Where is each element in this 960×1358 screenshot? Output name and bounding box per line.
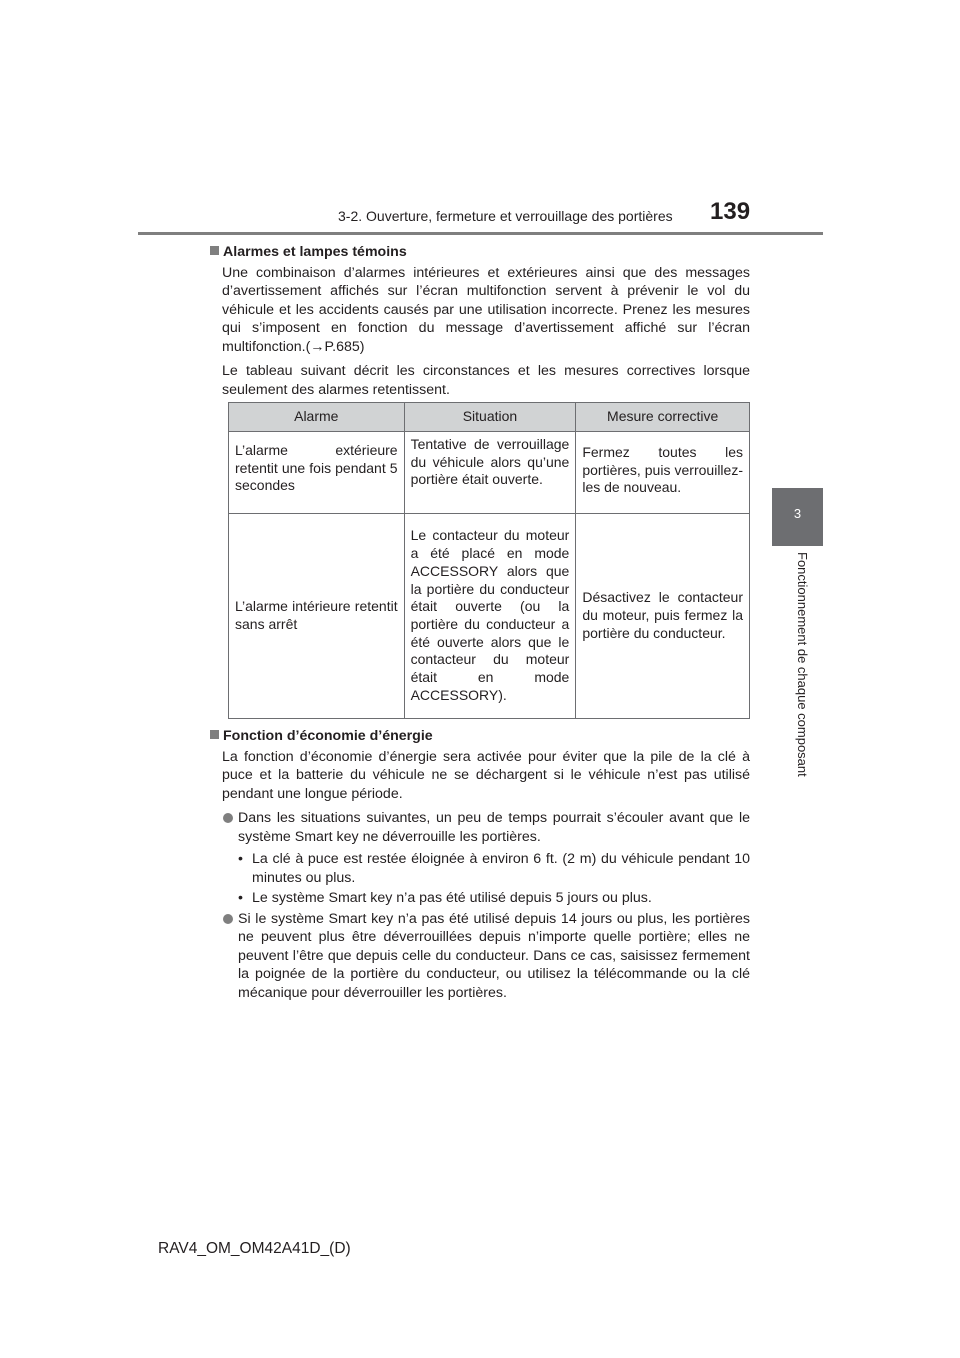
list-item: Si le système Smart key n’a pas été utilisé depuis 14 jours ou plus, les portières ne peuvent plus être déverrouillées depuis n’importe quelle portière; elles ne peuvent l’être que depuis celle du conducteur. Dans ce cas, saisissez fermement la poignée de la portière du conducteur, ou utilisez la télécommande ou la clé mécanique pour déverrouiller les portières. — [222, 910, 750, 1003]
sub-list-item: • La clé à puce est restée éloignée à environ 6 ft. (2 m) du véhicule pendant 10 minutes ou plus. — [238, 851, 750, 886]
table-cell: L’alarme intérieure retentit sans arrêt — [229, 514, 405, 719]
table-cell: Le contacteur du moteur a été placé en mode ACCESSORY alors que la portière du conducteur était ouverte (ou la portière du conducteur a été ouverte alors que le contacteur du moteur était en mode ACCESSORY). — [404, 514, 576, 719]
table-cell: Fermez toutes les portières, puis verrouillez-les de nouveau. — [576, 432, 750, 514]
page-number: 139 — [710, 198, 751, 225]
table-row — [229, 432, 750, 514]
alarm-table — [228, 402, 750, 719]
circle-bullet-icon — [223, 813, 233, 823]
document-code: RAV4_OM_OM42A41D_(D) — [158, 1240, 351, 1257]
paragraph: La fonction d’économie d’énergie sera activée pour éviter que la pile de la clé à puce et la batterie du véhicule ne se déchargent si le véhicule n’est pas utilisé pendant une longue période. — [222, 748, 750, 802]
sub-list-item: • Le système Smart key n’a pas été utilisé depuis 5 jours ou plus. — [238, 890, 652, 906]
section-alarms — [210, 243, 750, 399]
table-row — [229, 514, 750, 719]
square-bullet-icon — [210, 246, 219, 255]
section-energy — [210, 727, 750, 1002]
table-header-cell: Alarme — [229, 403, 405, 432]
circle-bullet-icon — [223, 914, 233, 924]
section-title: 3-2. Ouverture, fermeture et verrouillage des portières — [338, 208, 673, 224]
list-item: Dans les situations suivantes, un peu de temps pourrait s’écouler avant que le système Smart key ne déverrouille les portières. — [222, 809, 750, 846]
section-heading-alarms: Alarmes et lampes témoins — [210, 243, 750, 262]
chapter-tab — [772, 488, 823, 546]
chapter-number: 3 — [793, 506, 802, 521]
table-cell: Désactivez le contacteur du moteur, puis fermez la portière du conducteur. — [576, 514, 750, 719]
paragraph: Le tableau suivant décrit les circonstances et les mesures correctives lorsque seulement des alarmes retentissent. — [222, 363, 750, 398]
table-cell: Tentative de verrouillage du véhicule alors qu’une portière était ouverte. — [404, 432, 576, 514]
table-header-cell: Mesure corrective — [576, 403, 750, 432]
chapter-label: Fonctionnement de chaque composant — [795, 552, 810, 777]
header-rule — [138, 232, 823, 235]
square-bullet-icon — [210, 730, 219, 739]
section-heading-energy: Fonction d’économie d’énergie — [210, 727, 750, 746]
paragraph: Une combinaison d’alarmes intérieures et extérieures ainsi que des messages d’avertissement affichés sur l’écran multifonction servent à prévenir le vol du véhicule et les accidents causés par une utilisation incorrecte. Prenez les mesures qui s’imposent en fonction du message d’avertissement affiché sur l’écran multifonction.(→P.685) — [222, 264, 750, 355]
table-header-row — [229, 403, 750, 432]
dot-marker-icon: • — [238, 890, 243, 906]
table-header-cell: Situation — [404, 403, 576, 432]
dot-marker-icon: • — [238, 851, 243, 867]
table-cell: L’alarme extérieure retentit une fois pendant 5 secondes — [229, 432, 405, 514]
